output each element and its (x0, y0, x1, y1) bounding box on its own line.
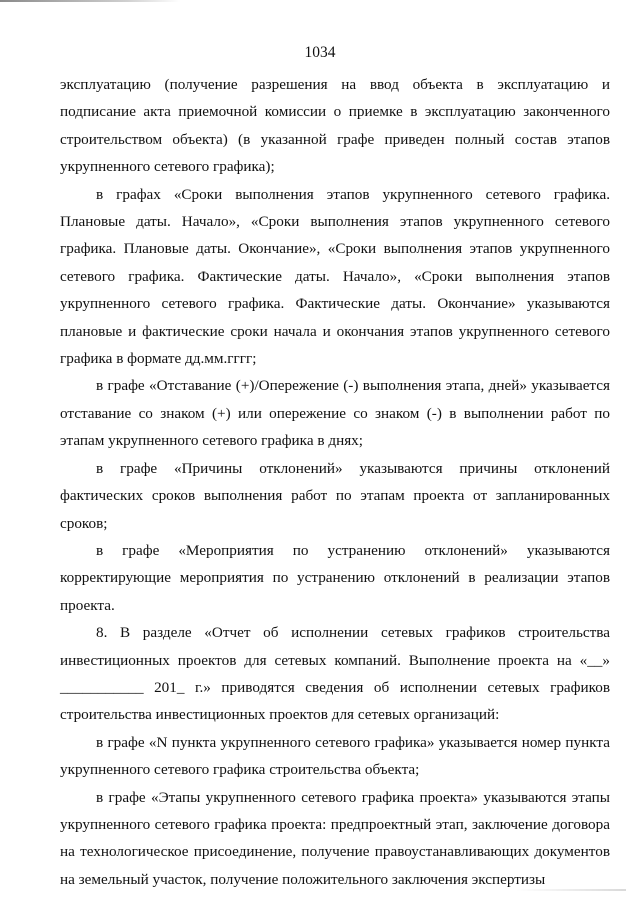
page-number: 1034 (304, 44, 336, 61)
paragraph-corrective-measures: в графе «Мероприятия по устранению отклонений» указываются корректирующие мероприятия по устранению отклонений в реализации этапов проекта. (60, 541, 610, 614)
paragraph-delay-advance: в графе «Отставание (+)/Опережение (-) выполнения этапа, дней» указывается отставание со знаком (+) или опережение со знаком (-) в выполнении работ по этапам укрупненного сетевого графика в днях; (60, 377, 610, 450)
document-body (60, 71, 610, 893)
scan-corner-mark (516, 889, 626, 891)
paragraph-schedule-dates: в графах «Сроки выполнения этапов укрупненного сетевого графика. Плановые даты. Начало», «Сроки выполнения этапов укрупненного сетевого графика. Плановые даты. Окончание», «Сроки выполнения этапов укрупненного сетевого графика. Фактические даты. Начало», «Сроки выполнения этапов укрупненного сетевого графика. Фактические даты. Окончание» указываются плановые и фактические сроки начала и окончания этапов укрупненного сетевого графика в формате дд.мм.гггг; (60, 185, 610, 368)
scan-edge-line (0, 0, 180, 2)
paragraph-continuation: эксплуатацию (получение разрешения на ввод объекта в эксплуатацию и подписание акта приемочной комиссии о приемке в эксплуатацию законченного строительством объекта) (в указанной графе приведен полный состав этапов укрупненного сетевого графика); (60, 76, 610, 176)
paragraph-project-stages: в графе «Этапы укрупненного сетевого графика проекта» указываются этапы укрупненного сетевого графика проекта: предпроектный этап, заключение договора на технологическое присоединение, получение правоустанавливающих документов на земельный участок, получение положительного заключения экспертизы (60, 788, 610, 888)
paragraph-item-number: в графе «N пункта укрупненного сетевого графика» указывается номер пункта укрупненного сетевого графика строительства объекта; (60, 733, 610, 779)
paragraph-deviation-reasons: в графе «Причины отклонений» указываются причины отклонений фактических сроков выполнения работ по этапам проекта от запланированных сроков; (60, 459, 610, 532)
paragraph-section-8: 8. В разделе «Отчет об исполнении сетевых графиков строительства инвестиционных проектов для сетевых компаний. Выполнение проекта на «__» ___________ 201_ г.» приводятся сведения об исполнении сетевых графиков строительства инвестиционных проектов для сетевых организаций: (60, 624, 610, 724)
